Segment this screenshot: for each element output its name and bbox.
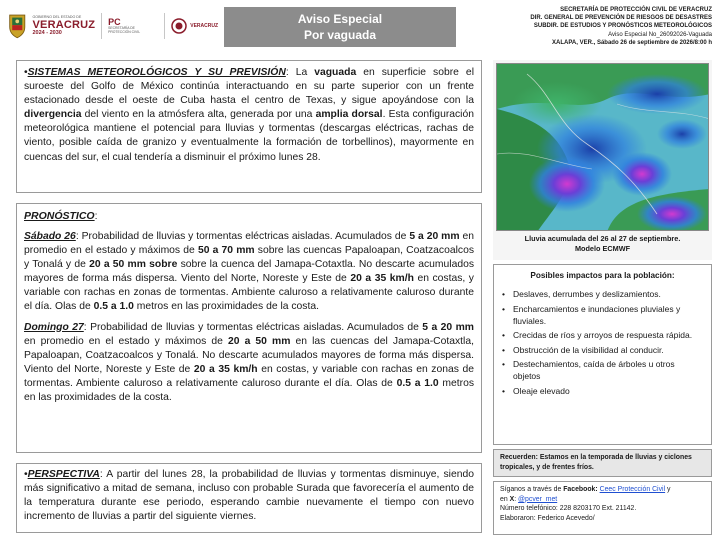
rainfall-map-panel: [493, 60, 712, 260]
map-caption-line-1: Lluvia acumulada del 26 al 27 de septiembre.: [524, 234, 681, 243]
issue-date: XALAPA, VER., Sábado 26 de septiembre de 2026/8:00 h: [552, 39, 712, 46]
bold-run: vaguada: [314, 67, 357, 78]
text-run: sobre las cuencas Papaloapan, Coatzacoalcos y Tonalá y de: [24, 245, 474, 271]
agency-header: [456, 6, 712, 47]
bold-run: 20 a 35 km/h: [350, 273, 414, 285]
text-run: en costas, y variable con rachas en zonas de tormentas. Ambiente caluroso a relativamente caluroso durante el día. Olas de: [24, 363, 475, 389]
perspectiva-title: PERSPECTIVA: [27, 469, 100, 480]
veracruz-logo: [171, 18, 218, 34]
text-run: Probabilidad de lluvias y tormentas eléctricas aisladas. Acumulados de: [78, 231, 410, 242]
day-sabado: Sábado 26: [24, 231, 76, 242]
pronostico-sabado: [24, 230, 474, 315]
colon: :: [99, 469, 103, 480]
bold-run: 0.5 a 1.0: [396, 377, 439, 389]
rainfall-map-image: [496, 63, 709, 231]
list-item: • Encharcamientos e inundaciones pluviales y fluviales.: [502, 303, 703, 327]
pronostico-domingo: [24, 321, 474, 406]
pronostico-section: [16, 203, 482, 453]
agency-line-2: DIR. GENERAL DE PREVENCIÓN DE RIESGOS DE DESASTRES: [530, 15, 712, 22]
gov-logo-years: 2024 - 2030: [32, 29, 62, 36]
text-run: Probabilidad de lluvias y tormentas eléctricas aisladas. Acumulados de: [86, 321, 423, 333]
day-domingo: Domingo 27: [24, 321, 84, 333]
bold-run: 20 a 50 mm sobre: [89, 259, 178, 271]
list-item: • Crecidas de ríos y arroyos de respuesta rápida.: [502, 329, 703, 341]
text-run: metros en las proximidades de la costa.: [133, 301, 319, 313]
facebook-line: [500, 485, 705, 495]
text-run: :: [514, 495, 519, 503]
perspectiva-paragraph: [24, 468, 474, 524]
colon: :: [94, 210, 98, 222]
text-run: en costas, y variable con rachas en zonas de tormentas. Ambiente caluroso a relativamente caluroso durante el día. Olas de: [24, 273, 474, 313]
logo-divider: [164, 13, 165, 39]
perspectiva-text: A partir del lunes 28, la probabilidad de lluvias y tormentas disminuye, siendo más significativo a mitad de semana, incluso con probable Surada que favorecería el aumento de la temperatura durante ese periodo, esperando cambie nuevamente el tiempo con nuevo incremento de lluvias a partir del siguiente viernes.: [24, 469, 474, 523]
map-caption: [496, 234, 709, 254]
text-run: en las cuencas del Jamapa-Cotaxtla, Papaloapan, Coatzacoalcos y Tonalá. No descarte acumulados mayores de forma más dispersa. Viento del Norte, Noreste y Este de: [24, 335, 474, 375]
bold-run: amplia dorsal: [315, 109, 383, 121]
colon: :: [75, 231, 79, 242]
list-item: • Obstrucción de la visibilidad al conducir.: [502, 344, 703, 356]
rainfall-map-graphic: [497, 64, 709, 231]
text-run: en: [500, 495, 510, 503]
text-run: . Esta configuración meteorológica mantiene el potencial para lluvias y tormentas (descargas eléctricas, rachas de viento, posible caída de granizo y eventualmente la formación de torbellinos), mayormente en cuencas del sur, el cual tendería a disminuir el próximo lunes 28.: [24, 109, 474, 163]
bold-run: 5 a 20 mm: [409, 231, 460, 242]
veracruz-logo-name: VERACRUZ: [190, 23, 219, 29]
text-run: del viento en la atmósfera alta, generada por una: [81, 109, 316, 121]
sistemas-section: [16, 60, 482, 193]
x-label: X: [509, 495, 515, 503]
pronostico-title: PRONÓSTICO: [24, 210, 95, 222]
gov-logo-name: VERACRUZ: [32, 18, 96, 31]
facebook-link[interactable]: Ceec Protección Civil: [599, 486, 666, 493]
text-run: La: [288, 67, 315, 78]
bold-run: 5 a 20 mm: [422, 321, 474, 333]
text-run: y: [665, 486, 671, 493]
bold-run: 50 a 70 mm: [197, 245, 255, 257]
map-caption-line-2: Modelo ECMWF: [574, 244, 631, 253]
header-logos: [8, 8, 218, 44]
bold-run: 20 a 35 km/h: [193, 363, 258, 375]
impacts-section: [493, 264, 712, 445]
title-line-1: Aviso Especial: [297, 12, 383, 26]
bold-run: 20 a 50 mm: [228, 335, 291, 347]
logo-divider: [101, 13, 102, 39]
agency-line-1: SECRETARÍA DE PROTECCIÓN CIVIL DE VERACRUZ: [560, 7, 712, 13]
bold-run: 0.5 a 1.0: [93, 301, 134, 313]
bulletin-title: [224, 7, 456, 47]
phone-line: Número telefónico: 228 8203170 Ext. 21142.: [500, 505, 637, 513]
pc-logo: [108, 18, 158, 35]
aviso-number: Aviso Especial No_26092026-Vaguada: [608, 31, 712, 38]
agency-line-3: SUBDIR. DE ESTUDIOS Y PRONÓSTICOS METEOROLÓGICOS: [533, 23, 712, 30]
contact-section: [493, 481, 712, 535]
pronostico-heading: [24, 209, 474, 224]
veracruz-emblem-icon: [171, 18, 187, 34]
bold-run: divergencia: [24, 109, 82, 121]
title-line-2: Por vaguada: [303, 28, 377, 42]
colon: :: [285, 67, 289, 78]
text-run: en superficie sobre el suroeste del Golfo de México continúa interactuando en su parte superior con un frente estacionado desde el oeste de Cuba hasta el centro de Texas, y sigue apoyándose con la: [24, 67, 474, 107]
bullet: •: [24, 67, 28, 78]
pc-logo-small: SECRETARÍA DE PROTECCIÓN CIVIL: [108, 26, 141, 34]
pc-logo-name: PC: [108, 16, 121, 27]
gov-logo-small: GOBIERNO DEL ESTADO DE: [32, 14, 82, 19]
sistemas-title: SISTEMAS METEOROLÓGICOS Y SU PREVISIÓN: [27, 67, 286, 78]
bullet: •: [24, 469, 28, 480]
text-run: en promedio en el estado y máximos de: [24, 335, 228, 347]
text-run: Síganos a través de: [500, 486, 564, 493]
text-run: sobre la cuenca del Jamapa-Cotaxtla. No descarte acumulados mayores de forma más dispersa. Viento del Norte, Noreste y Este de: [24, 259, 475, 285]
impacts-title: Posibles impactos para la población:: [530, 271, 675, 280]
x-link[interactable]: @pcver_met: [518, 495, 558, 503]
author-line: Elaboraron: Federico Acevedo/: [500, 514, 595, 522]
gov-logo-text: [33, 16, 96, 36]
list-item: • Destechamientos, caída de árboles u otros objetos: [502, 358, 703, 382]
list-item: • Oleaje elevado: [502, 385, 703, 397]
list-item: • Deslaves, derrumbes y deslizamientos.: [502, 288, 703, 300]
x-line: [500, 495, 705, 505]
colon: :: [83, 321, 87, 333]
text-run: en promedio en el estado y máximos de: [24, 231, 474, 257]
text-run: metros en las proximidades de la costa.: [24, 377, 474, 404]
reminder-box: Recuerden: Estamos en la temporada de lluvias y ciclones tropicales, y de frentes fríos.: [493, 449, 712, 477]
sistemas-paragraph: [24, 66, 474, 165]
facebook-label: Facebook:: [563, 486, 598, 493]
veracruz-shield-icon: [8, 11, 27, 41]
perspectiva-section: [16, 463, 482, 533]
impacts-list: [502, 288, 703, 397]
